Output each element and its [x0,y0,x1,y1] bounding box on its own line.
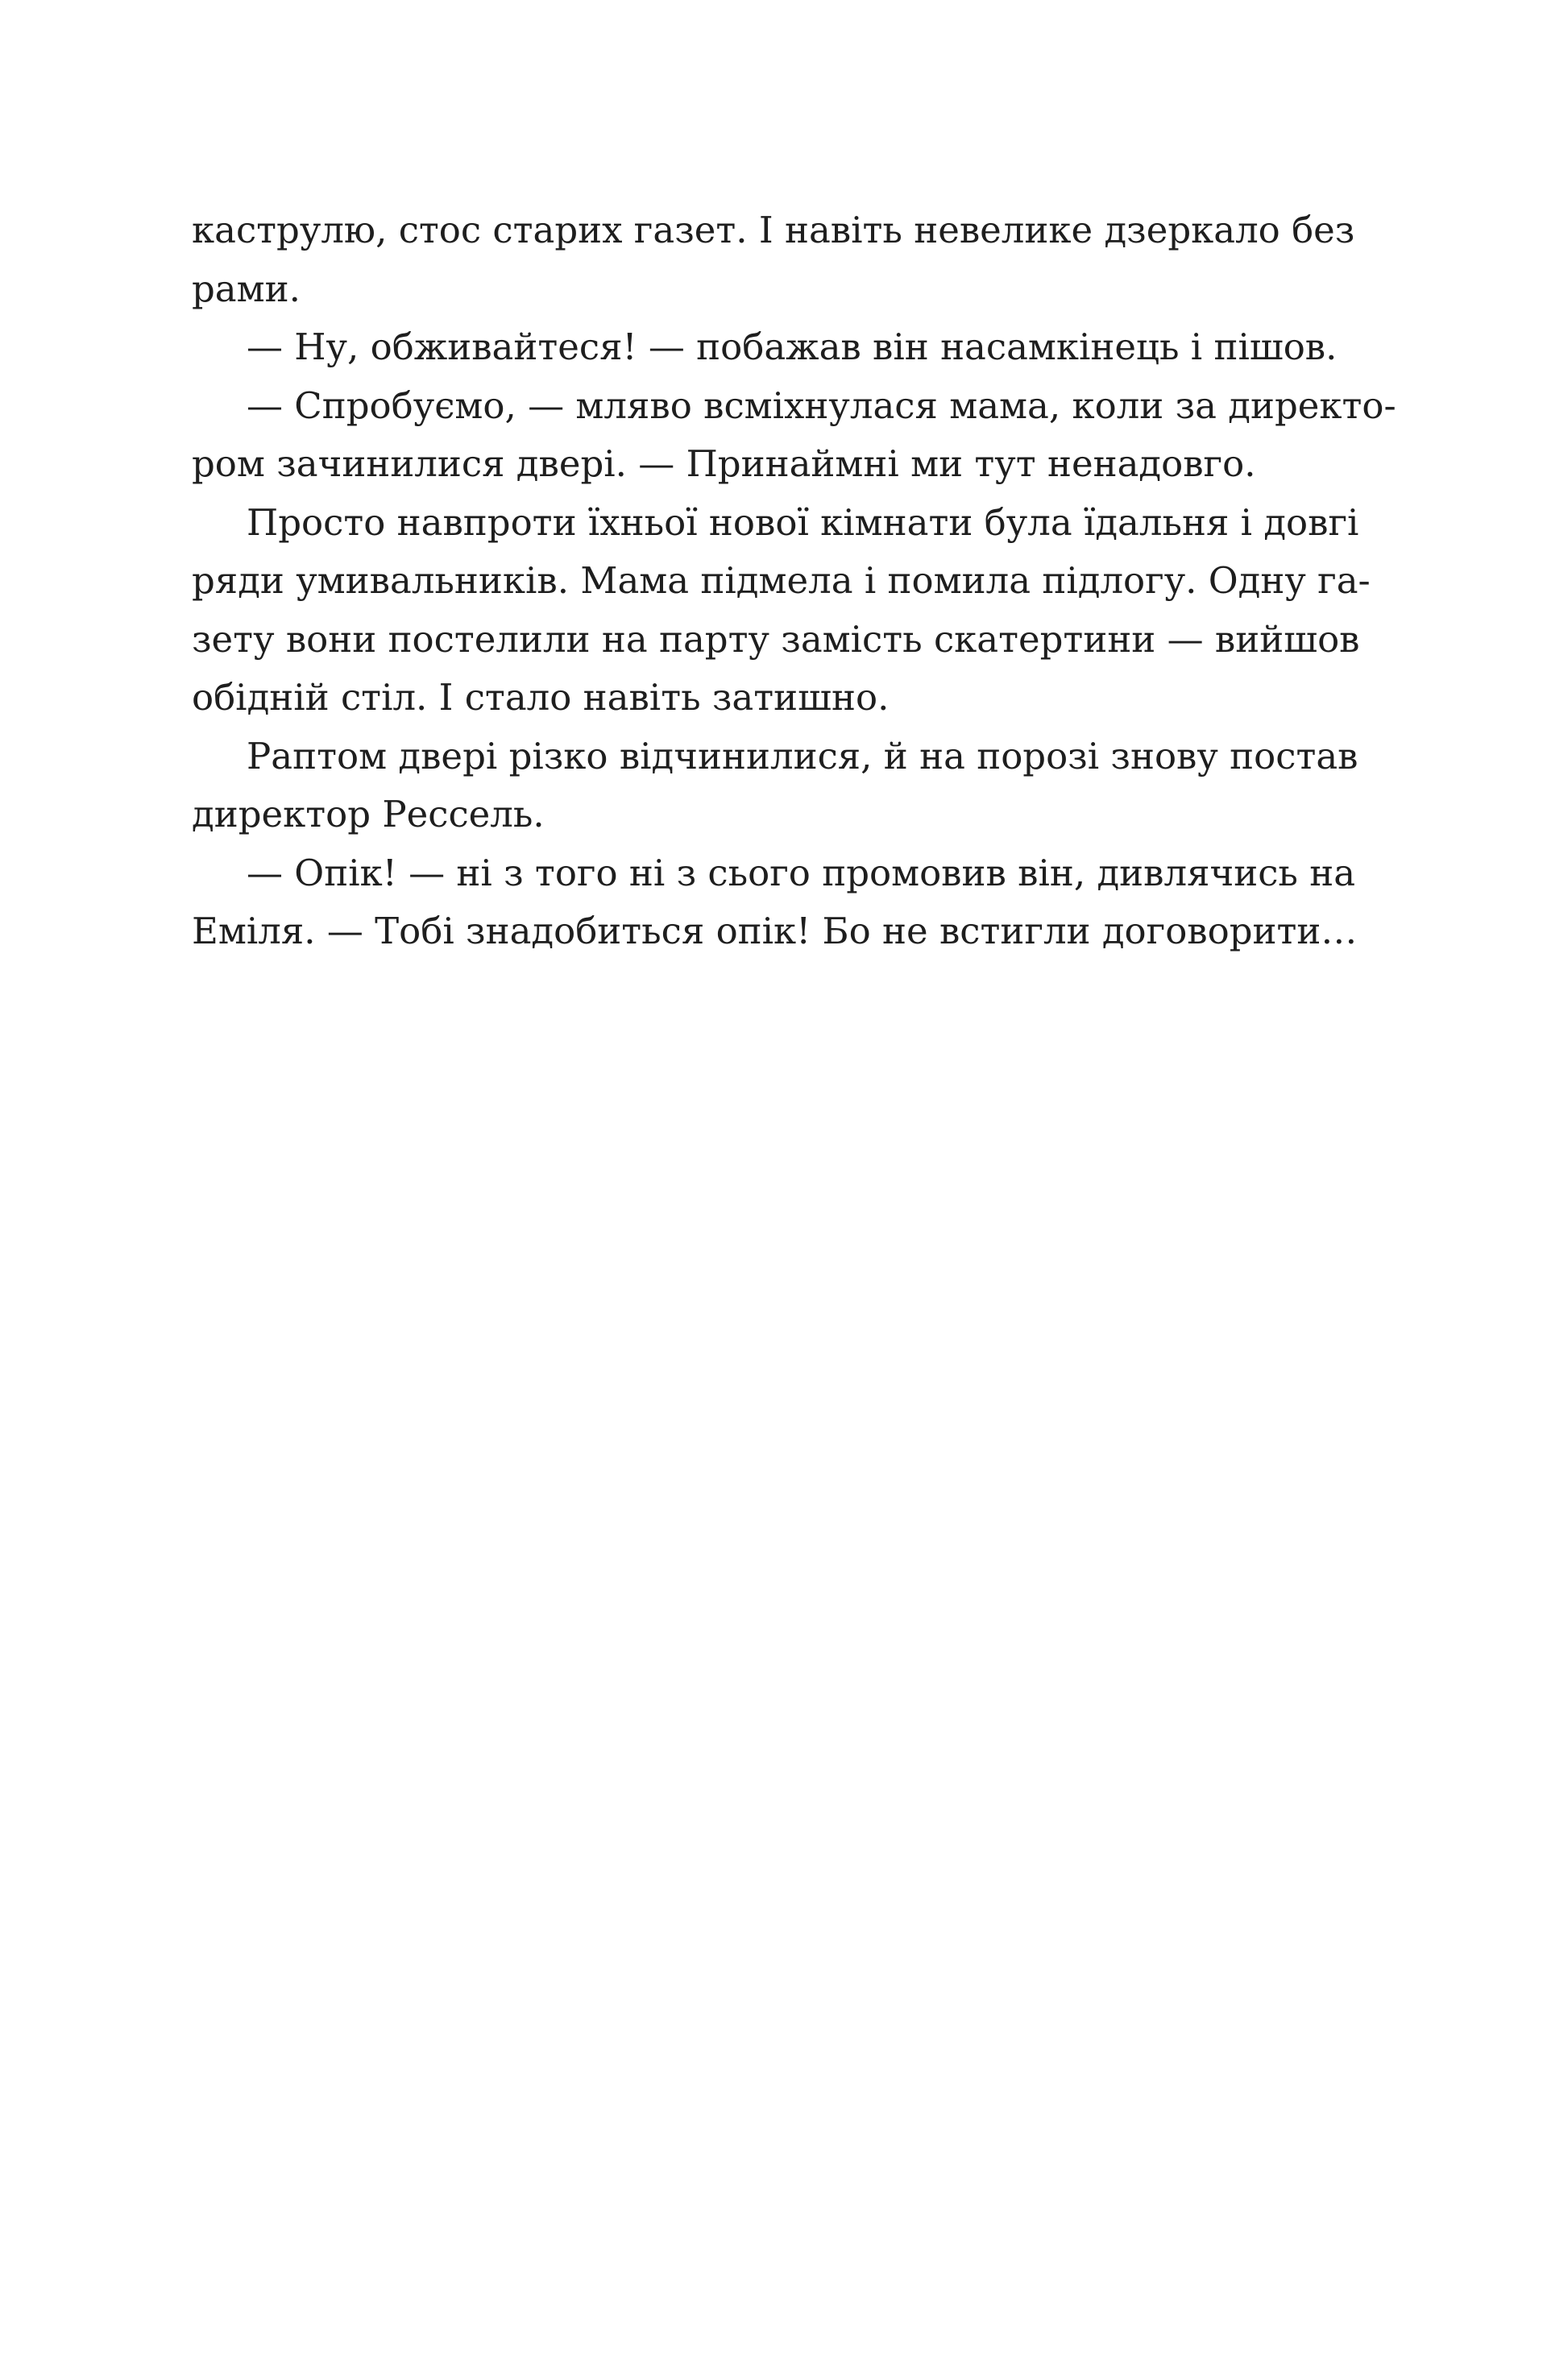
text-line: зету вони постелили на парту замість скатертини — вийшов [192,617,1360,661]
text-line: Раптом двері різко відчинилися, й на порозі знову постав [247,734,1358,777]
text-line: рами. [192,267,301,310]
text-line: — Спробуємо, — мляво всміхнулася мама, коли за директо- [247,384,1396,427]
text-line: — Ну, обживайтеся! — побажав він насамкінець і пішов. [247,325,1338,368]
text-line: ром зачинилися двері. — Принаймні ми тут ненадовго. [192,442,1256,485]
page-text [192,201,1396,961]
text-line: директор Рессель. [192,793,545,835]
text-line: — Опік! — ні з того ні з сього промовив він, дивлячись на [247,851,1356,894]
text-line: каструлю, стос старих газет. І навіть невелике дзеркало без [192,209,1355,251]
text-line: обідній стіл. І стало навіть затишно. [192,676,890,719]
text-line: Просто навпроти їхньої нової кімнати була їдальня і довгі [247,500,1359,544]
text-line: Еміля. — Тобі знадобиться опік! Бо не встигли договорити… [192,910,1358,952]
text-line: ряди умивальників. Мама підмела і помила підлогу. Одну га- [192,559,1371,602]
